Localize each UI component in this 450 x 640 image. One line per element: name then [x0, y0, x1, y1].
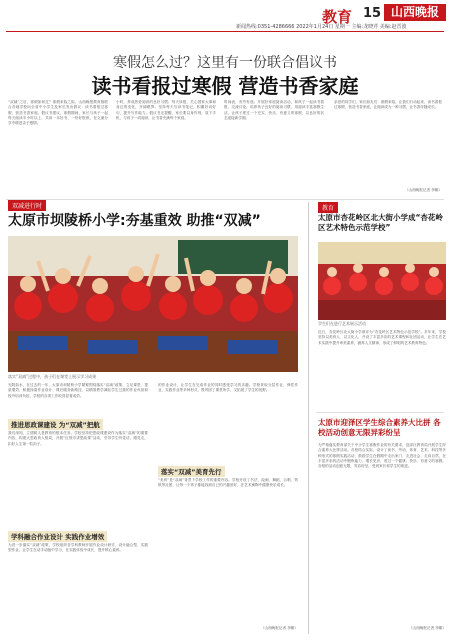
left-article-title: 太原市坝陵桥小学:夯基重效 助推“双减” — [8, 213, 261, 229]
art-illustration — [318, 242, 446, 320]
right-photo-caption: 学生们在进行艺术展示活动 — [318, 321, 366, 326]
right-section-tag: 教育 — [318, 202, 338, 213]
right-top-body: 近日，杏花岭区北大街小学被评为“杏花岭区艺术特色示范学校”。多年来，学校坚持以美育人、以文化人，开设了丰富多彩的艺术课程和社团活动，让学生在艺术实践中提升审美素养，涵养人文精神，形成了鲜明的艺术教育特色。 — [318, 330, 446, 345]
subhead-1: 推进思政课建设 为“双减”把航 — [8, 419, 103, 430]
right-bottom-body: 为严格落实教育部关于中小学生寒假作业的有关要求，迎泽区教育局开展学生综合素养大比拼活动。各校结合实际，设计了读书、劳动、体育、艺术、科技等多种形式的寒假实践活动，鼓励学生在假期中走出家门、走进社会、走向自然，在丰富多彩的活动中锻炼能力、增长见识，度过一个健康、快乐、有意义的寒假。各校的活动创意无限，异彩纷呈，受到家长和学生的欢迎。 — [318, 443, 446, 469]
left-article-body1: 我们深知，立德树人是教育的根本任务。学校坚持把思政课建设作为落实“双减”的重要内容，构建大思政育人格局，开展“红领巾讲思政课”活动，引导学生听党话、跟党走，扣好人生第一粒扣子。 — [8, 431, 148, 446]
page-header — [0, 0, 450, 34]
classroom-illustration — [8, 236, 298, 372]
section-tag: 双减进行时 — [8, 200, 46, 211]
right-divider — [316, 412, 444, 413]
classroom-photo — [8, 236, 298, 372]
top-article-col2: 小时，养成热爱阅读的良好习惯；每天读报，关心国家大事和身边的变化，开阔眼界；坚持每天写读书笔记，积累好词好句，提升写作能力。倡议书还提醒，家长要以身作则，放下手机，与孩子一同阅读，让书香充满每个家庭。 — [116, 100, 216, 120]
left-article-intro: 光阴如水，在过去的一年，太原市坝陵桥小学紧紧围绕落实“双减”政策，立足课堂、提质增效，积极探索作业设计、课后服务新路径，以精准教学减轻学生过重的作业负担和校外培训负担，学校的各项工作取得显著成效。 — [8, 383, 148, 398]
header-rule — [6, 31, 444, 32]
newspaper-logo: 山西晚报 — [384, 4, 446, 21]
subhead-2: 学科融合作业设计 实践作业增效 — [8, 531, 107, 542]
headline-subtitle: 寒假怎么过？这里有一份联合倡议书 — [113, 55, 337, 71]
top-article-col4: 亲爱的同学们、家长朋友们：寒假来临，让我们行动起来，读书看报过寒假，营造书香家庭，让阅读成为一种习惯，让书香伴随成长。 — [334, 100, 442, 110]
column-divider — [308, 202, 309, 634]
section-name: 教育 — [322, 8, 353, 26]
photo-caption: 落实“双减”过程中，孩子们在课堂上展示学习成果 — [8, 374, 97, 379]
page-number: 15 — [363, 6, 382, 21]
headline-title: 读书看报过寒假 营造书香家庭 — [91, 74, 359, 98]
left-article-body3: “美育”是“双减”背景下学校工作的重要内容。学校开设了书法、绘画、舞蹈、合唱、剪纸等社团，让每一个孩子都能找到自己的兴趣爱好，在艺术熏陶中健康快乐成长。 — [158, 478, 298, 488]
top-article-col1: “双减”之后，寒假如何过？寒假来临之际，山西晚报教育版联合各地学校向全省中小学生及家长发出倡议：读书看报过寒假，营造书香家庭。倡议书建议，寒假期间，家长与孩子一起每天阅读半小时以上，共读一本好书、一份好报纸，在交流分享中增进亲子感情。 — [8, 100, 108, 126]
art-school-photo — [318, 242, 446, 320]
right-top-title: 太原市杏花岭区北大街小学成“杏花岭区艺术特色示范学校” — [318, 213, 443, 232]
subhead-3: 落实“双减”美育先行 — [158, 466, 225, 477]
left-article-byline: （山西晚报记者 李娜） — [260, 626, 298, 630]
divider — [6, 199, 444, 200]
header-meta: 新闻热线:0351-4286666 2022年1月24日 星期一 主编:龙晓芹 美编:赵晋波 — [236, 24, 407, 30]
left-article-col2: 的作业设计，让学生在完成作业的同时感受学习的乐趣。学校采取分层作业、弹性作业、实践作业等多种形式，既巩固了课堂所学，又拓展了学生的视野。 — [158, 383, 298, 393]
top-article-col3: 时间表，有劳有逸；开展好家庭阅读活动，和孩子一起读书看报、交流讨论，培养孩子良好的阅读习惯，用阅读丰富寒假生活，让孩子度过一个充实、快乐、有意义的寒假，以良好的状态迎接新学期。 — [224, 100, 324, 120]
left-article-body2: 为进一步落实“双减”政策，学校组织各学科教师开展作业设计研讨，设计融合型、实践型作业，让学生在动手动脑中学习，在实践体验中成长，提升核心素养。 — [8, 543, 148, 553]
top-article-source: （山西晚报记者 李娜） — [404, 188, 442, 192]
right-bottom-title: 太原市迎泽区学生综合素养大比拼 各校活动创意无限异彩纷呈 — [318, 418, 441, 437]
right-bottom-byline: （山西晚报记者 李娜） — [408, 626, 446, 630]
